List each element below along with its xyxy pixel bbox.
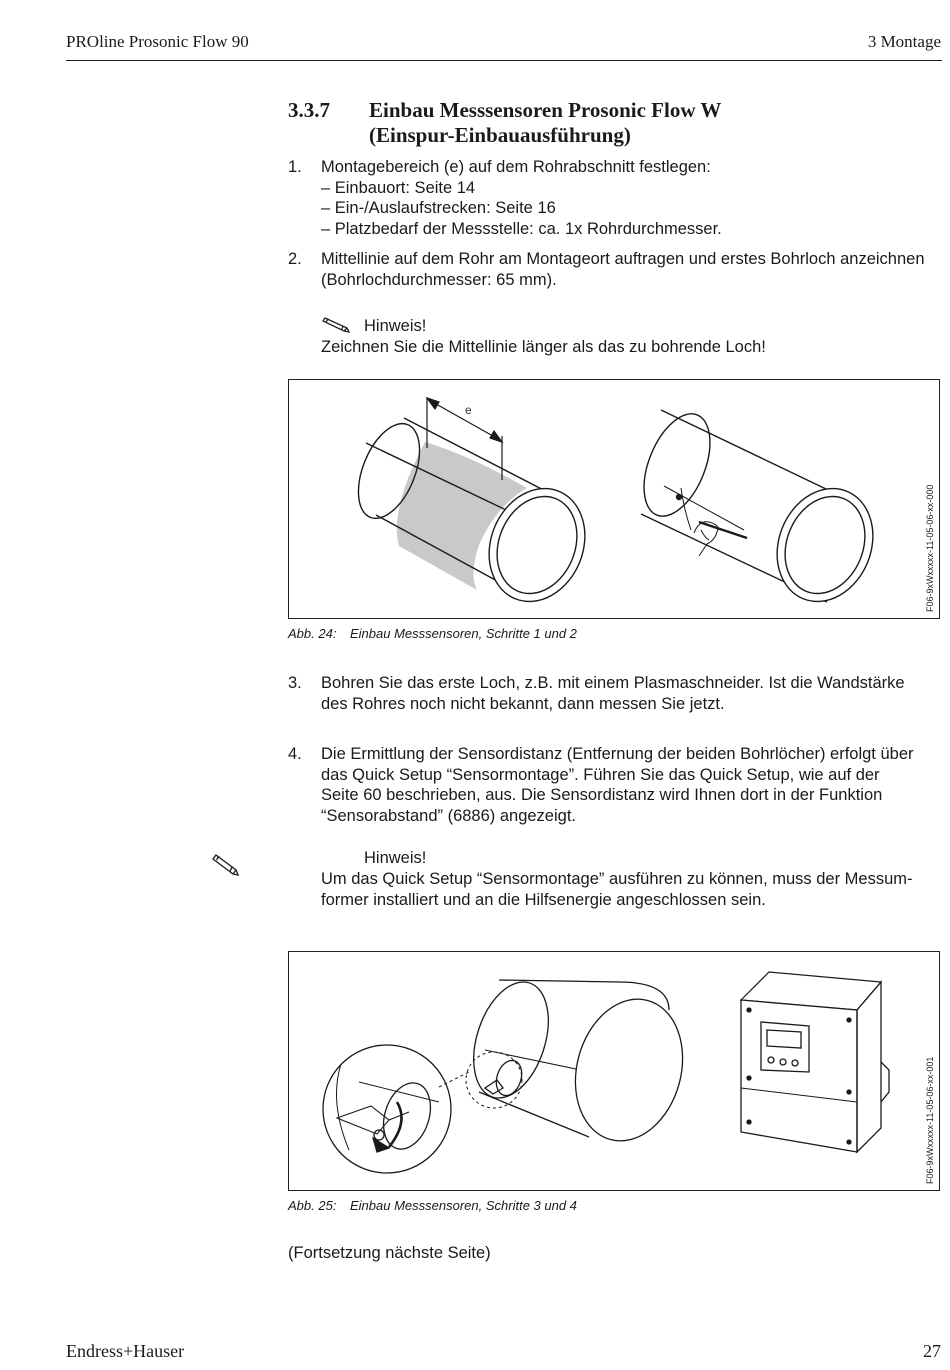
step-line: Seite 60 beschrieben, aus. Die Sensordistanz wird Ihnen dort in der Funktion [321,786,883,804]
step-number: 2. [288,250,302,268]
step-text [321,157,946,239]
step-number: 4. [288,745,302,763]
section-title-line: Einbau Messsensoren Prosonic Flow W [369,98,722,122]
figure-caption [288,1198,577,1213]
step-line: “Sensorabstand” (6886) angezeigt. [321,806,576,825]
note-title: Hinweis! [364,849,427,867]
continuation-note: (Fortsetzung nächste Seite) [288,1244,491,1262]
step-line: (Bohrlochdurchmesser: 65 mm). [321,270,557,289]
step-line: – Ein-/Auslaufstrecken: Seite 16 [321,199,556,217]
step-line: Die Ermittlung der Sensordistanz (Entfernung der beiden Bohrlöcher) erfolgt über [321,745,914,763]
section-title-line: (Einspur-Einbauausführung) [369,123,631,147]
figure-24 [288,379,940,619]
note-text: Zeichnen Sie die Mittellinie länger als das zu bohrende Loch! [321,338,766,356]
note-text [321,869,946,910]
section-title [369,98,721,148]
header-rule [66,60,942,61]
step-text [321,744,946,826]
caption-text: Einbau Messsensoren, Schritte 3 und 4 [350,1198,577,1213]
note-title: Hinweis! [364,317,427,335]
running-header-chapter: 3 Montage [867,32,941,51]
step-line: Montagebereich (e) auf dem Rohrabschnitt festlegen: [321,158,711,176]
caption-label: Abb. 24: [288,626,337,641]
pencil-note-icon [212,853,242,879]
pipe-marking-illustration [289,380,941,620]
running-header-title: PROline Prosonic Flow 90 [66,32,249,51]
step-line: – Einbauort: Seite 14 [321,178,476,197]
drilling-and-transmitter-illustration [289,952,941,1192]
step-line: Bohren Sie das erste Loch, z.B. mit einem Plasmaschneider. Ist die Wandstärke [321,674,905,692]
step-line: des Rohres noch nicht bekannt, dann messen Sie jetzt. [321,694,725,713]
step-text [321,673,946,714]
caption-text: Einbau Messsensoren, Schritte 1 und 2 [350,626,577,641]
figure-id: F06-9xWxxxxx-11-05-06-xx-001 [925,1056,935,1184]
section-number: 3.3.7 [288,98,330,122]
step-number: 3. [288,674,302,692]
dimension-label-e: e [465,403,472,417]
step-line: Mittellinie auf dem Rohr am Montageort auftragen und erstes Bohrloch anzeichnen [321,250,925,268]
figure-25 [288,951,940,1191]
step-line: – Platzbedarf der Messstelle: ca. 1x Rohrdurchmesser. [321,219,722,238]
figure-id: F06-9xWxxxxx-11-05-06-xx-000 [925,484,935,612]
step-number: 1. [288,158,302,176]
page-number: 27 [923,1341,941,1361]
step-line: das Quick Setup “Sensormontage”. Führen Sie das Quick Setup, wie auf der [321,765,880,784]
figure-caption [288,626,577,641]
step-text [321,249,946,290]
pencil-note-icon [322,316,352,334]
footer-brand: Endress+Hauser [66,1341,185,1361]
note-line: Um das Quick Setup “Sensormontage” ausführen zu können, muss der Messum- [321,870,913,888]
caption-label: Abb. 25: [288,1198,337,1213]
note-line: former installiert und an die Hilfsenergie angeschlossen sein. [321,890,766,909]
